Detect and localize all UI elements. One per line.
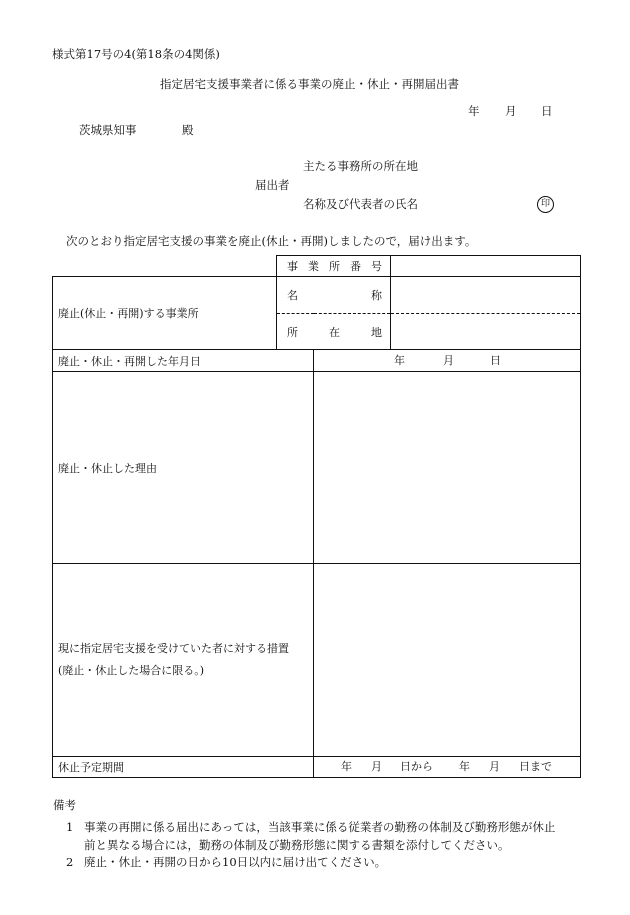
- application-table: [52, 255, 581, 778]
- office-location-label: 所 在 地: [277, 314, 391, 350]
- suspension-value[interactable]: 年 月 日から 年 月 日まで: [314, 757, 581, 778]
- note-1-number: 1: [66, 820, 74, 834]
- applicant-address-label: 主たる事務所の所在地: [303, 159, 418, 173]
- note-2-number: 2: [66, 855, 74, 869]
- measures-label: 現に指定居宅支援を受けていた者に対する措置 (廃止・休止した場合に限る。): [53, 564, 314, 757]
- date-value[interactable]: 年 月 日: [314, 350, 581, 372]
- date-year: 年: [468, 104, 480, 118]
- addressee-honorific: 殿: [182, 123, 194, 137]
- office-number-label: 事 業 所 番 号: [277, 256, 391, 277]
- intro-text: 次のとおり指定居宅支援の事業を廃止(休止・再開)しましたので，届け出ます。: [66, 234, 477, 248]
- reason-row: [53, 372, 581, 564]
- reason-value[interactable]: [314, 372, 581, 564]
- reason-label: 廃止・休止した理由: [53, 372, 314, 564]
- note-1-line-2: 前と異なる場合には，勤務の体制及び勤務形態に関する書類を添付してください。: [84, 838, 510, 852]
- seal-mark: 印: [537, 196, 554, 213]
- measures-value[interactable]: [314, 564, 581, 757]
- suspension-label: 休止予定期間: [53, 757, 314, 778]
- document-title: 指定居宅支援事業者に係る事業の廃止・休止・再開届出書: [160, 77, 459, 91]
- date-month: 月: [505, 104, 517, 118]
- form-id: 様式第17号の4(第18条の4関係): [52, 47, 220, 61]
- office-name-row: [53, 277, 581, 314]
- office-label: 廃止(休止・再開)する事業所: [53, 277, 277, 350]
- note-1-line-1: 事業の再開に係る届出にあっては，当該事業に係る従業者の勤務の体制及び勤務形態が休止: [84, 820, 556, 834]
- office-number-cells[interactable]: [391, 256, 581, 277]
- date-day: 日: [541, 104, 553, 118]
- office-name-value[interactable]: [391, 277, 581, 314]
- suspension-row: [53, 757, 581, 778]
- office-location-value[interactable]: [391, 314, 581, 350]
- applicant-name-label: 名称及び代表者の氏名: [303, 197, 418, 211]
- office-number-row: [53, 256, 581, 277]
- note-2-text: 廃止・休止・再開の日から10日以内に届け出てください。: [84, 855, 387, 869]
- applicant-label: 届出者: [255, 178, 290, 192]
- addressee-name: 茨城県知事: [79, 123, 137, 137]
- measures-row: [53, 564, 581, 757]
- date-label: 廃止・休止・再開した年月日: [53, 350, 314, 372]
- date-row: [53, 350, 581, 372]
- notes-heading: 備考: [53, 798, 76, 812]
- office-name-label: 名 称: [277, 277, 391, 314]
